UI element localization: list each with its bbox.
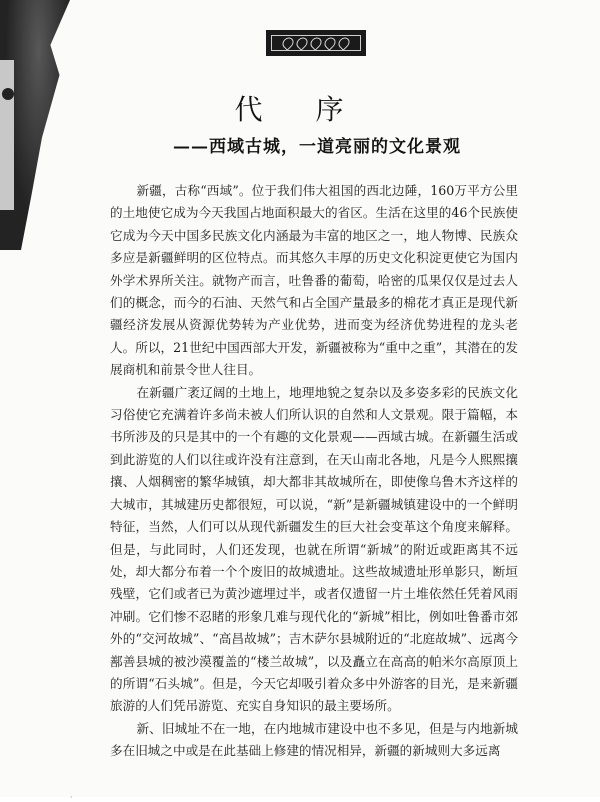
paragraph-2: 在新疆广袤辽阔的土地上，地理地貌之复杂以及多姿多彩的民族文化习俗使它充满着许多尚未被人们所认识的自然和人文景观。限于篇幅，本书所涉及的只是其中的一个有趣的文化景观——西域古城。在新疆生活或到此游览的人们以往或许没有注意到，在天山南北各地，凡是今人熙熙攘攘、人烟稠密的繁华城镇，却大都非其故城所在，即使像乌鲁木齐这样的大城市，其城建历史都很短，可以说，“新”是新疆城镇建设中的一个鲜明特征，当然，人们可以从现代新疆发生的巨大社会变革这个角度来解释。但是，与此同时，人们还发现，也就在所谓“新城”的附近或距离其不远处，却大都分布着一个个废旧的故城遗址。这些故城遗址形单影只，断垣残壁，它们或者已为黄沙遮埋过半，或者仅遗留一片土堆依然任凭着风雨冲刷。它们惨不忍睹的形象几难与现代化的“新城”相比，例如吐鲁番市郊外的“交河故城”、“高昌故城”；吉木萨尔县城附近的“北庭故城”、远离今鄯善县城的被沙漠覆盖的“楼兰故城”，以及矗立在高高的帕米尔高原顶上的所谓“石头城”。但是，今天它却吸引着众多中外游客的目光，是来新疆旅游的人们凭吊游览、充实自身知识的最主要场所。 bbox=[110, 384, 518, 714]
photo-highlight bbox=[0, 60, 14, 210]
body-text bbox=[110, 180, 518, 763]
page-title: 代 序 bbox=[234, 93, 366, 126]
banner-ornament-icon bbox=[283, 37, 349, 49]
page-subtitle: ——西域古城，一道亮丽的文化景观 bbox=[173, 137, 461, 157]
paragraph-1: 新疆，古称“西域”。位于我们伟大祖国的西北边陲，160万平方公里的土地使它成为今天我国占地面积最大的省区。生活在这里的46个民族使它成为今天中国多民族文化内涵最为丰富的地区之一，地人物博、民族众多应是新疆鲜明的区位特点。而其悠久丰厚的历史文化积淀更使它为国内外学术界所关注。就物产而言，吐鲁番的葡萄，哈密的瓜果仅仅是过去人们的概念，而今的石油、天然气和占全国产量最多的棉花才真正是现代新疆经济发展从资源优势转为产业优势，进而变为经济优势进程的龙头老人。所以，21世纪中国西部大开发，新疆被称为“重中之重”，其潜在的发展商机和前景令世人往目。 bbox=[110, 183, 518, 378]
decorative-banner bbox=[266, 30, 366, 56]
paragraph-3: 新、旧城址不在一地，在内地城市建设中也不多见，但是与内地新城多在旧城之中或是在此基础上修建的情况相异，新疆的新城则大多远离 bbox=[110, 720, 518, 759]
scan-speck: · bbox=[70, 793, 73, 802]
